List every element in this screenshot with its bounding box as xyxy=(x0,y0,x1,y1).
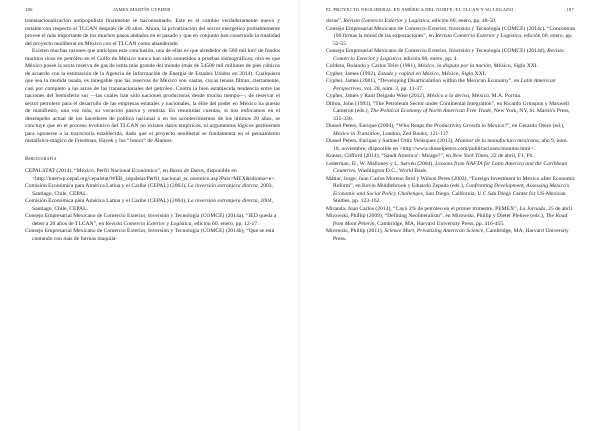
reference-entry: Krauss, Clifford (2014), “Saudi America’: Mirage?”, en New York Times, 22 de abril, F1, F6. xyxy=(326,153,534,159)
left-running-head: JAMES MARTÍN CYPHER xyxy=(113,7,171,12)
reference-entry: Consejo Empresarial Mexicano de Comercio Exterior, Inversión y Tecnología (COMCE) (2014d), Revista Comercio Exterior y Logística, edición 60, enero, pp. 4. xyxy=(326,48,564,62)
body-paragraph: transnacionalización antipopulista finalmente se haconsumado. Este es el cambio verdaderamente nuevo y notable con respecto al TLCAN después de 20 años. Ahora, la privatización del sector energético probablemente provee el más importante de los muchos pasos andados en el pasado y que en conjunto han construido la totalidad del proyecto neoliberal en México con el TLCAN como abanderado. xyxy=(25,18,280,47)
reference-entry: Consejo Empresarial Mexicano de Comercio Exterior, Inversión y Tecnología (COMCE) (2014a), “IED queda a deber a 20 años de TLCAN”, en Revista Comercio Exterior y Logística, edición 60, enero, pp. 12-17. xyxy=(25,213,277,227)
reference-entry: Dussel Peters, Enrique y Samuel Ortiz Velásquez (2013), Monitor de la manufactura mexicana, año 9, núm. 10, noviembre, disponible en <http://www.dusselpeters.com/publicaciones/monitor.html>. xyxy=(326,138,568,152)
right-page-number: 187 xyxy=(566,7,574,12)
right-page xyxy=(300,0,600,431)
reference-entry: Cypher, James y Raúl Delgado Wise (2012), México a la deriva, México, M.A. Porrúa. xyxy=(326,93,522,99)
reference-entry: Lederman, D., W. Malloney y L. Servén (2004), Lessons from NAFTA for Latin America and the Caribbean Countries, Washington D.C., World Bank. xyxy=(326,160,568,174)
left-page-number: 186 xyxy=(25,7,33,12)
reference-entry: Comisión Económica para América Latina y el Caribe (CEPAL) (2004), La inversión extranjera directa, 2004, Santiago, Chile, CEPAL. xyxy=(25,198,273,212)
reference-entry: Consejo Empresarial Mexicano de Comercio Exterior, Inversión y Tecnología (COMCE) (2014c), “Concentran 100 firmas la mitad de las exportaciones”, en Revista Comercio Exterior y Logística, edición 60, enero, pp. 52-55. xyxy=(326,25,576,47)
reference-entry: Cordera, Rolando y Carlos Tello (1981), México, la disputa por la nación, México, Siglo XXI. xyxy=(326,63,539,69)
reference-entry: Mirowski, Phillip (2009), “Defining Neoliberalism”, en Mirowski, Phillip y Dieter Plehwe (eds.), The Road from Mont Pèlerin, Cambridge, MA, Harvard University Press, pp. 416-455. xyxy=(326,213,568,227)
reference-entry: Consejo Empresarial Mexicano de Comercio Exterior, Inversión y Tecnología (COMCE) (2014b), “Que se está contando con más de formas maquila- xyxy=(25,228,275,242)
reference-entry: Cypher, James (1992), Estado y capital en México, México, Siglo XXI. xyxy=(326,70,486,77)
reference-entry: Máttar, Jorge; Juan Carlos Moreno Brid y Wilson Peres (2003), “Foreign Investment in Mexico after Economic Reform”, en Kevin Middlebrook y Eduardo Zepeda (eds.), Confronting Development, Assessing Mexico's Economic and Social Policy Challenges, San Diego, California, U C San Diego Center for US-Mexican Studies, pp. 123-162. xyxy=(326,175,576,204)
right-running-head: EL PROYECTO NEOLIBERAL EN AMÉRICA DEL NORTE: EL TLCAN Y SU LEGADO xyxy=(326,7,514,12)
reference-entry: Miranda, Juan Carlos (2014), “Cayó 2% de petróleo en el primer trimestre, PEMEX”, La Jornada, 25 de abril. xyxy=(326,205,574,212)
reference-entry: Dillon, John (1993), “The Petroleum Sector under Continental Integration”, en Ricardo Grinspun y Maxwell Cameron (eds.), The Political Economy of North American Free Trade, New York, NY, St. Martin's Press, 315-330. xyxy=(326,100,570,122)
reference-entry: Comisión Económica para América Latina y el Caribe (CEPAL) (2003), La inversión extranjera directa, 2003, Santiago, Chile, CEPAL. xyxy=(25,183,273,197)
body-paragraph: Existen muchas razones que anticipan esta conclusión, una de ellas es que alrededor de 500 mil km² de fondos marinos ricos en petróleo en el Golfo de México nunca han sido sometidos a pruebas sismográficas; otra es que México posee la sexta reserva de gas de lutita más grande del mundo (más de 54500 mil millones de pies cúbicos de acuerdo con la estimación de la Agencia de Información de Energía de Estados Unidos en 2014). Cualquiera que sea la medida usada, es innegable que las reservas de México son vastas, cuyas tensas filtran, ciertamente, casi por completo a las arcas de las transnacionales del petróleo. Contra la bien establecida tendencia entre las naciones del hemisferio sur —las cuales han sido naciones productoras desde mucho tiempo—, de reservar el sector petrolero para el desarrollo de las empresas estatales y nacionales, la élite del poder en México ha puesto de manifiesto, una vez más, su vocación pasiva y rentista. En resumidas cuentas, si nos enfocamos en el desempeño actual de los hacedores de política nacional o en los acontecimientos de los últimos 20 años, se concluye que en el proceso evolutivo del TLCAN no existen datos empíricos, ni argumentos lógicos pertinentes para oponerse a la trayectoria establecida, dado que el proyecto neoliberal se fundamenta en el pensamiento metafísico-mágico de Friedman, Hayek y los “Junior” de Álamos. xyxy=(25,48,280,144)
reference-entry: Cypher, James (2001), “Developing Disarticulation within the Mexican Economy”, en Latin American Perspectives, vol. 28, núm. 3, pp. 11-37. xyxy=(326,78,556,92)
right-page-text-column xyxy=(326,18,576,243)
reference-entry: CEPALSTAT (2014), “México, Perfil Nacional Económico”, en Bases de Datos, disponible en <http://interwp.cepal.org/cepalstat/WEB_cepalstat/Perfil_nacional_ec onomico.asp?Pais=MEX&idioma=e>. xyxy=(25,168,276,182)
reference-entry: Mirowski, Phillip (2011), Science Mart, Privatizing American Science, Cambridge, MA, Harvard University Press. xyxy=(326,228,569,242)
left-page-text-column xyxy=(25,18,280,243)
reference-entry: Dussel Peters, Enrique (2004), “Who Reaps the Productivity Growth in Mexico?”, en Gerardo Otero (ed.), Mexico in Transition, London, Zed Books, 121-137. xyxy=(326,123,565,137)
bibliography-heading: Bibliografía xyxy=(25,155,57,162)
reference-entry: doras”, Revista Comercio Exterior y Logística, edición 60, enero, pp. 48-50. xyxy=(326,18,497,24)
